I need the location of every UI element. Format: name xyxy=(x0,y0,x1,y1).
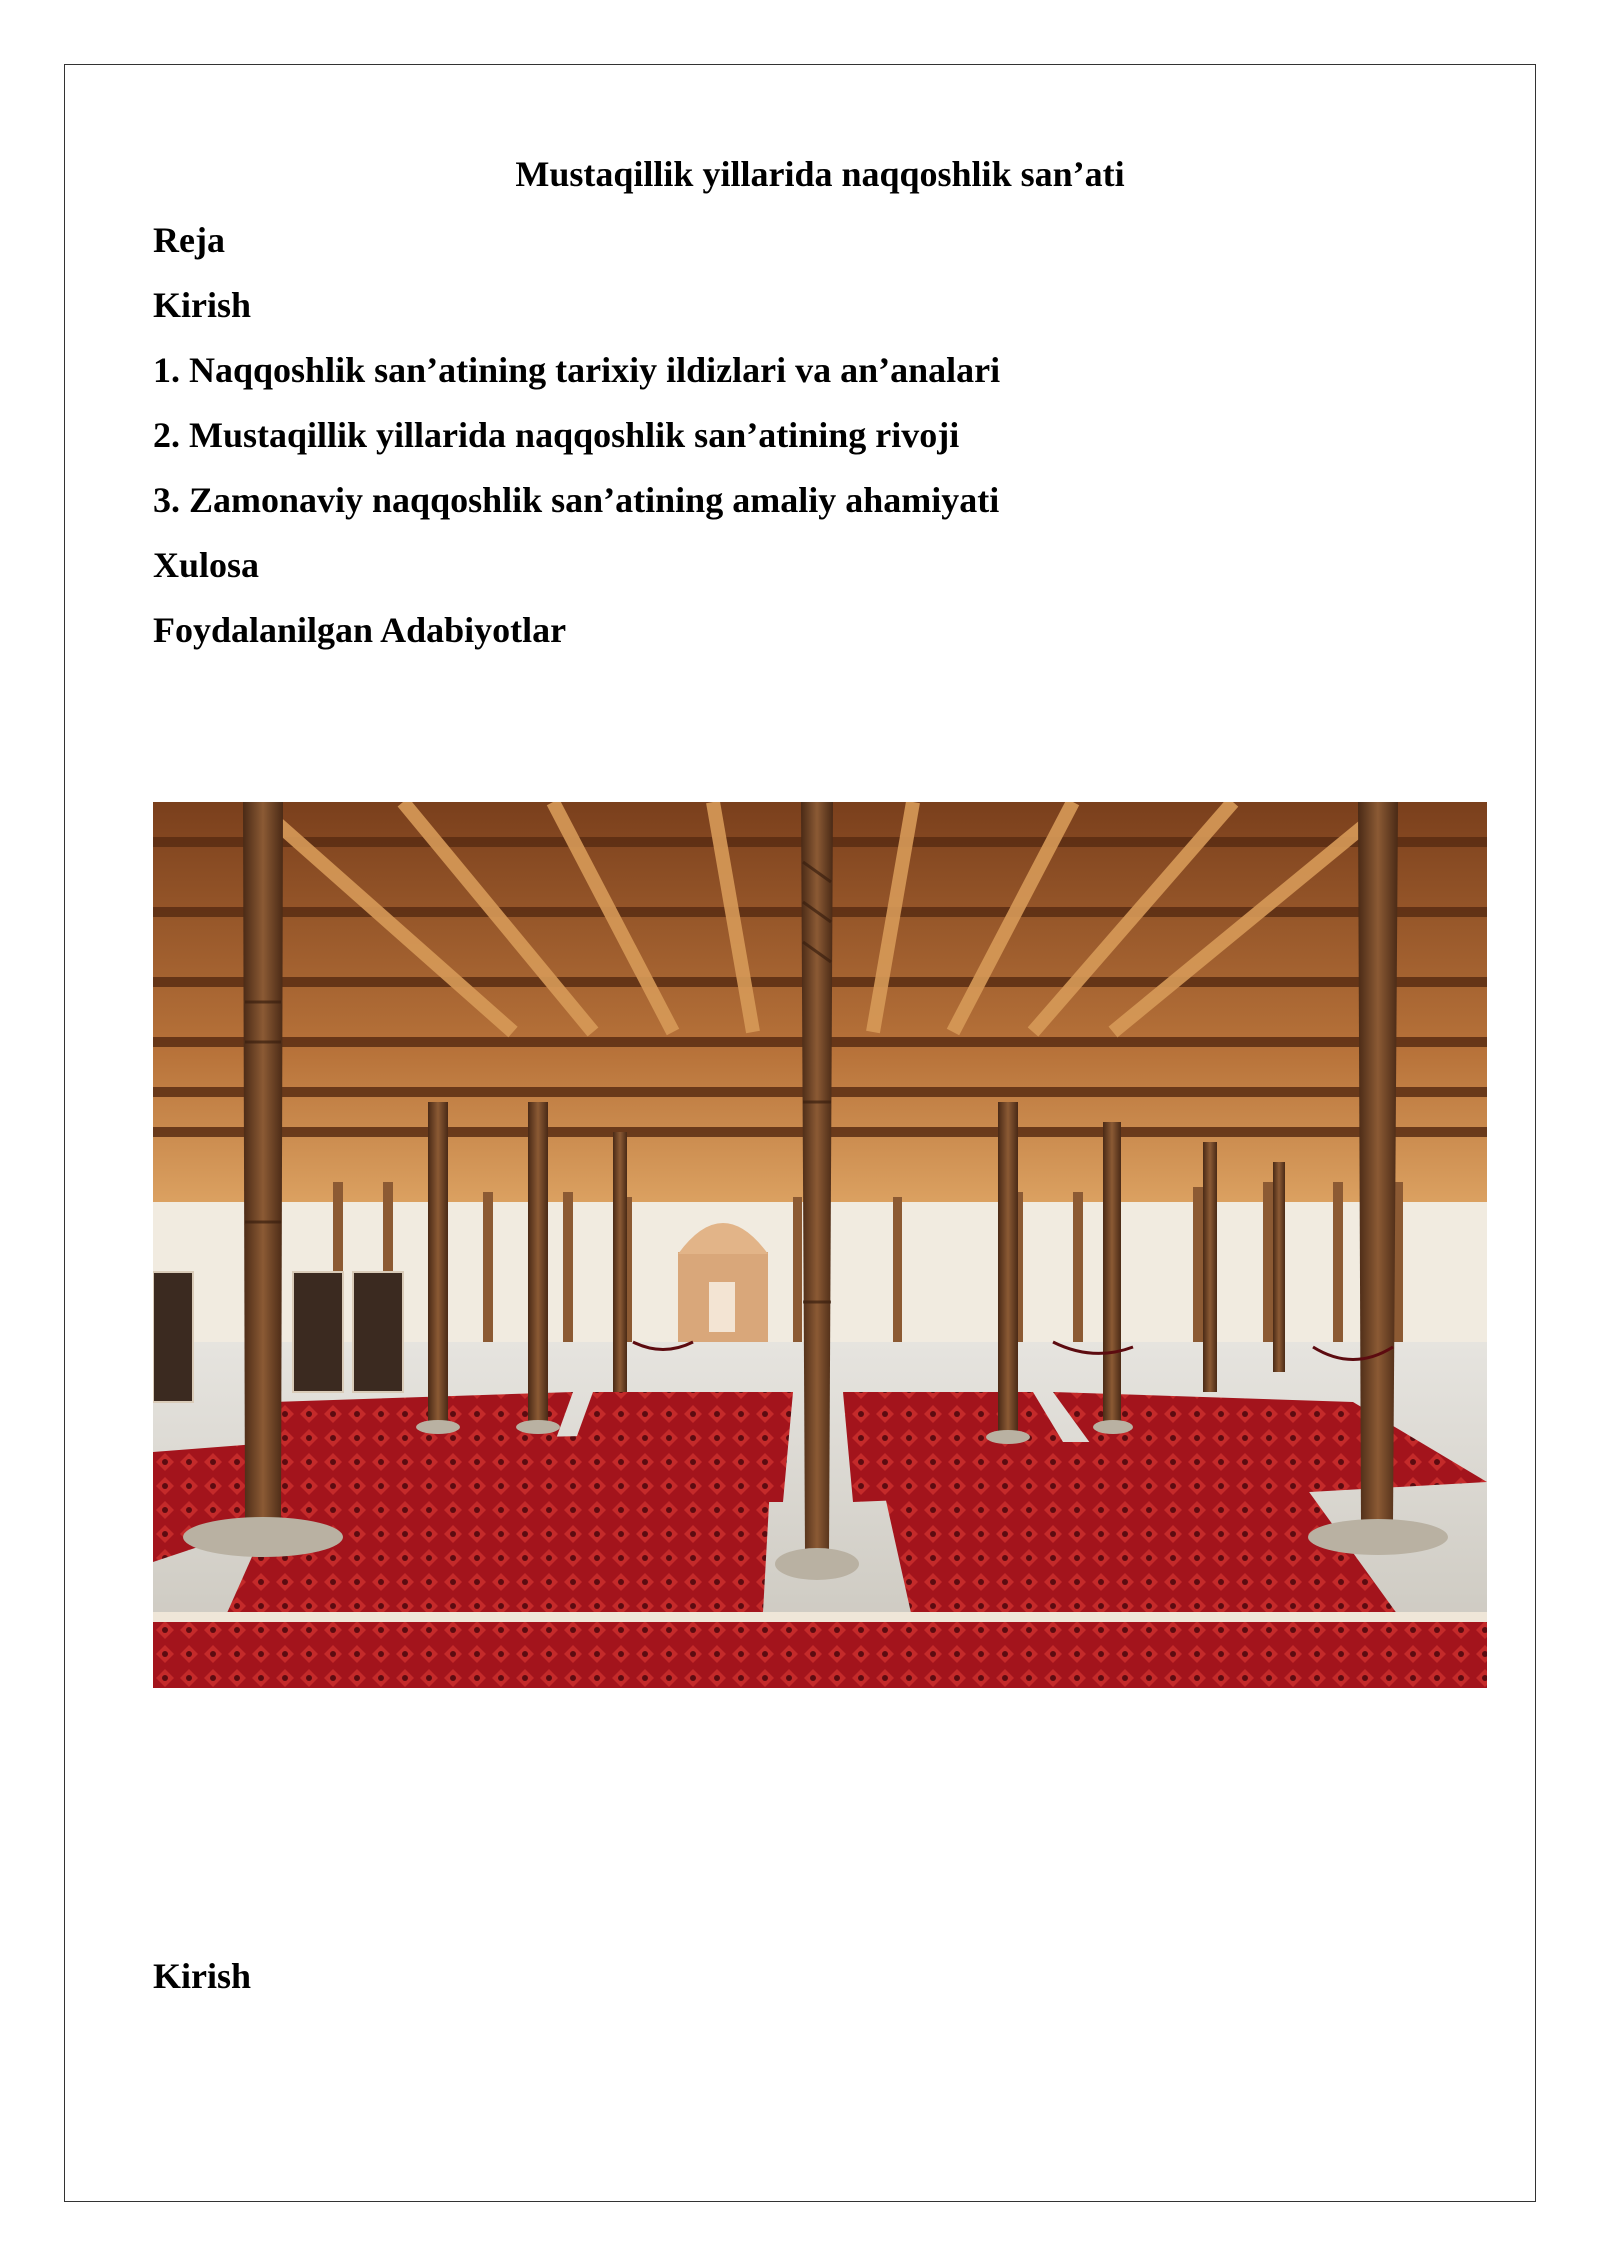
plan-item-1: 1. Naqqoshlik san’atining tarixiy ildizlari va an’analari xyxy=(153,350,1001,390)
plan-item-conclusion: Xulosa xyxy=(153,545,260,585)
document-title: Mustaqillik yillarida naqqoshlik san’ati xyxy=(515,154,1125,194)
plan-item-introduction: Kirish xyxy=(153,285,252,325)
plan-item-references: Foydalanilgan Adabiyotlar xyxy=(153,610,567,650)
mosque-interior-photo xyxy=(153,802,1487,1688)
section-heading-introduction: Kirish xyxy=(153,1956,252,1996)
plan-heading: Reja xyxy=(153,220,225,260)
plan-item-2: 2. Mustaqillik yillarida naqqoshlik san’atining rivoji xyxy=(153,415,960,455)
plan-item-3: 3. Zamonaviy naqqoshlik san’atining amaliy ahamiyati xyxy=(153,480,1000,520)
